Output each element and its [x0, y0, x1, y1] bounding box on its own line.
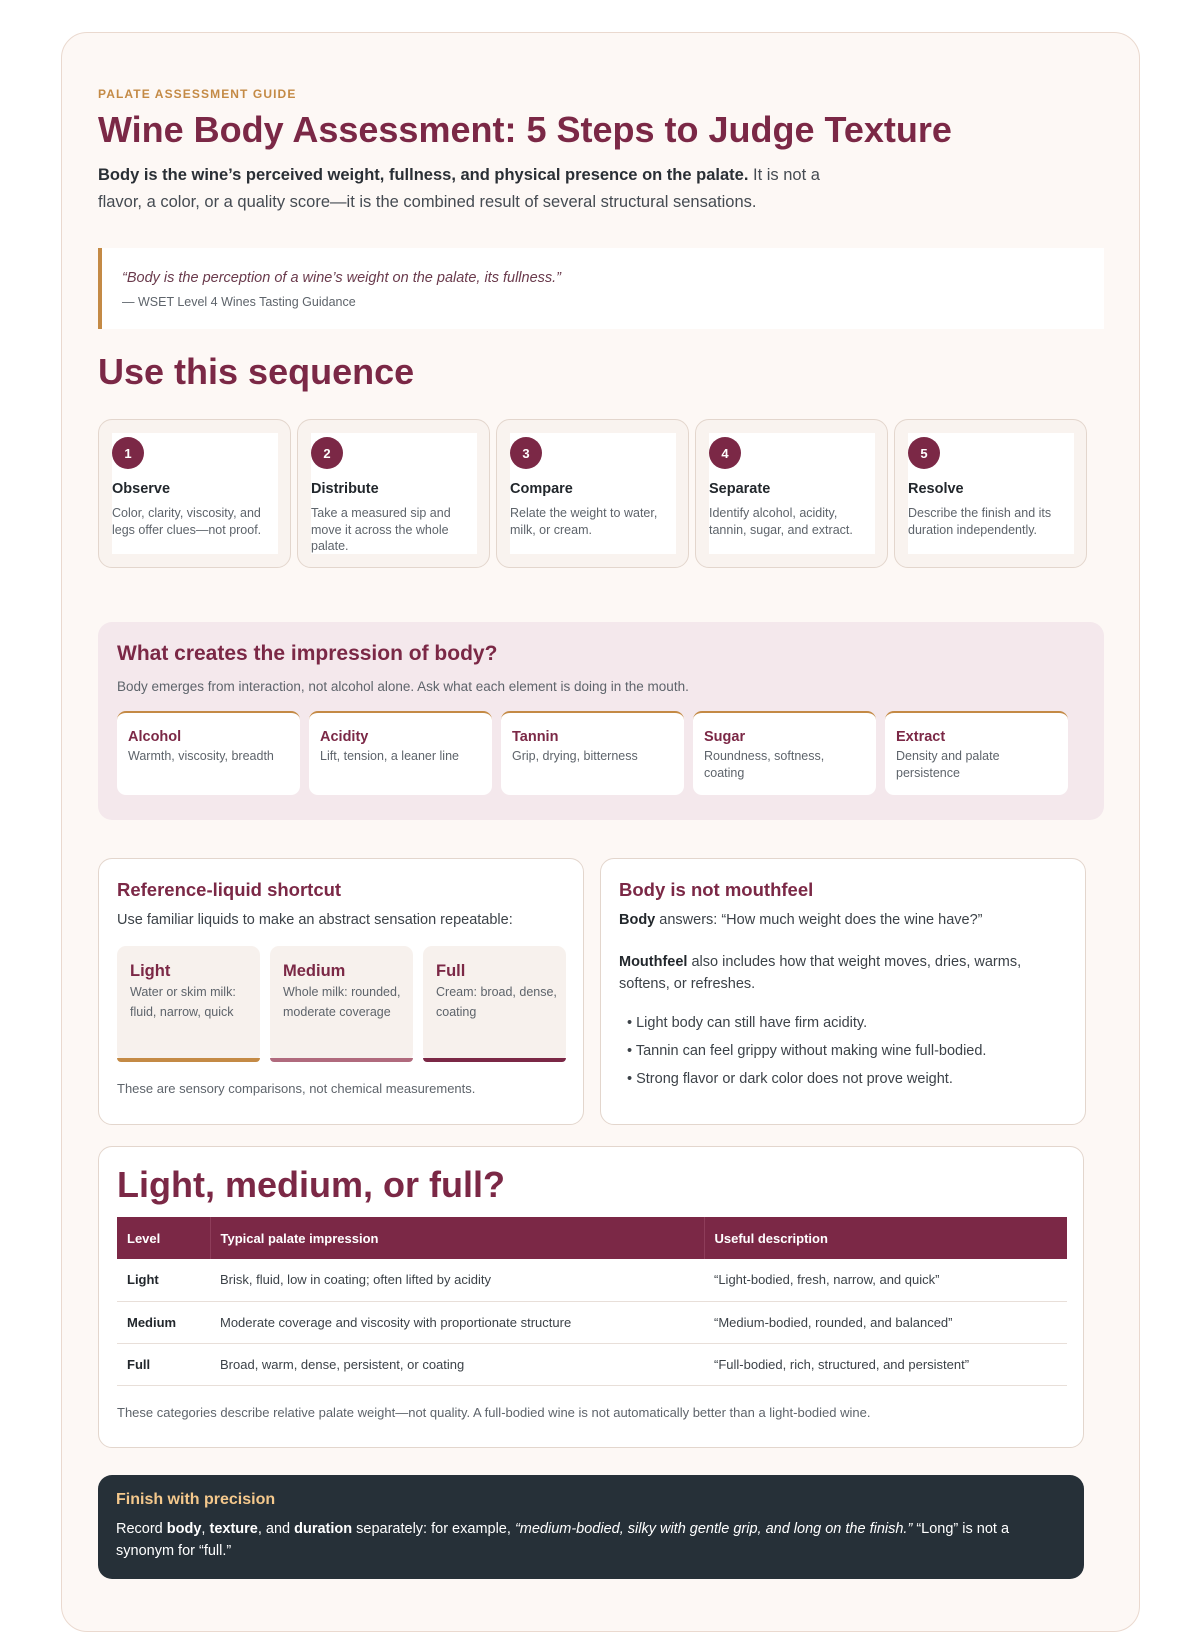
element-desc: Warmth, viscosity, breadth	[128, 749, 274, 763]
step-number: 2	[311, 437, 343, 469]
level-title: Full	[436, 962, 466, 980]
eyebrow: PALATE ASSESSMENT GUIDE	[98, 87, 297, 101]
element-title: Acidity	[320, 729, 369, 745]
element-title: Alcohol	[128, 729, 182, 745]
table-cell: Moderate coverage and viscosity with proportionate structure	[210, 1301, 704, 1343]
step-card-2	[297, 419, 490, 568]
body-question: answers: “How much weight does the wine have?”	[655, 912, 983, 928]
lead-rest: It is not a flavor, a color, or a quality score—it is the combined result of several structural sensations.	[98, 166, 820, 211]
step-title: Compare	[510, 481, 573, 497]
finish-text: , and	[257, 1521, 295, 1537]
step-card-1	[98, 419, 291, 568]
step-card-5	[894, 419, 1087, 568]
table-cell: Full	[117, 1343, 210, 1385]
body-term: Body	[619, 912, 656, 928]
list-item: • Strong flavor or dark color does not prove weight.	[627, 1071, 953, 1087]
elements-heading: What creates the impression of body?	[117, 642, 498, 665]
step-title: Distribute	[311, 481, 379, 497]
level-card-medium	[270, 946, 413, 1062]
quote-source: — WSET Level 4 Wines Tasting Guidance	[122, 295, 356, 309]
reference-subtitle: Use familiar liquids to make an abstract sensation repeatable:	[117, 912, 513, 928]
element-desc: Grip, drying, bitterness	[512, 749, 638, 763]
step-title: Resolve	[908, 481, 964, 497]
lead-bold: Body is the wine’s perceived weight, fullness, and physical presence on the palate.	[98, 166, 749, 184]
mouthfeel-body-line	[619, 912, 982, 928]
element-card-sugar	[693, 711, 876, 795]
wset-quote	[98, 248, 1104, 329]
level-card-light	[117, 946, 260, 1062]
element-card-acidity	[309, 711, 492, 795]
step-card-4	[695, 419, 888, 568]
finish-text: ,	[201, 1521, 210, 1537]
element-card-extract	[885, 711, 1068, 795]
table-heading: Light, medium, or full?	[117, 1164, 505, 1205]
quote-text: “Body is the perception of a wine’s weight on the palate, its fullness.”	[122, 270, 562, 286]
column-header: Level	[117, 1217, 210, 1259]
finish-example: “medium-bodied, silky with gentle grip, and long on the finish.”	[514, 1521, 913, 1537]
level-bar	[117, 1058, 260, 1062]
level-title: Medium	[283, 962, 346, 980]
level-title: Light	[130, 962, 171, 980]
finish-term-body: body	[166, 1521, 202, 1537]
mouthfeel-bullets	[627, 1009, 986, 1093]
element-desc: Roundness, softness, coating	[704, 749, 825, 780]
table-cell: Light	[117, 1259, 210, 1301]
step-desc: Color, clarity, viscosity, and legs offer clues—not proof.	[112, 506, 262, 537]
table-cell: Brisk, fluid, low in coating; often lifted by acidity	[210, 1259, 704, 1301]
finish-term-texture: texture	[209, 1521, 258, 1537]
element-title: Extract	[896, 729, 946, 745]
level-card-full	[423, 946, 566, 1062]
element-card-alcohol	[117, 711, 300, 795]
element-title: Tannin	[512, 729, 559, 745]
mouthfeel-rest: also includes how that weight moves, dries, warms, softens, or refreshes.	[619, 954, 1022, 992]
reference-heading: Reference-liquid shortcut	[117, 879, 342, 900]
column-header: Useful description	[714, 1230, 828, 1246]
step-number: 3	[510, 437, 542, 469]
table-header-row	[117, 1217, 1067, 1259]
reference-note: These are sensory comparisons, not chemical measurements.	[117, 1081, 476, 1096]
mouthfeel-term: Mouthfeel	[619, 954, 688, 970]
step-desc: Describe the finish and its duration independently.	[908, 506, 1052, 537]
table-cell: “Full-bodied, rich, structured, and persistent”	[704, 1343, 1067, 1385]
finish-paragraph	[116, 1518, 1066, 1562]
step-desc: Identify alcohol, acidity, tannin, sugar, and extract.	[709, 506, 853, 537]
step-number: 1	[112, 437, 144, 469]
finish-text: Record	[116, 1521, 167, 1537]
body-elements-panel	[98, 622, 1104, 820]
page-title: Wine Body Assessment: 5 Steps to Judge Texture	[98, 109, 952, 150]
step-desc: Take a measured sip and move it across the whole palate.	[311, 506, 451, 553]
step-title: Observe	[112, 481, 171, 497]
table-cell: Medium	[117, 1301, 210, 1343]
level-desc: Cream: broad, dense, coating	[436, 985, 557, 1019]
finish-callout	[98, 1475, 1084, 1579]
mouthfeel-card	[600, 858, 1086, 1125]
element-card-tannin	[501, 711, 684, 795]
table-cell: “Medium-bodied, rounded, and balanced”	[704, 1301, 1067, 1343]
step-card-3	[496, 419, 689, 568]
table-row	[117, 1343, 1067, 1385]
finish-text: separately: for example,	[352, 1521, 515, 1537]
levels-table	[117, 1217, 1067, 1386]
finish-term-duration: duration	[294, 1521, 353, 1537]
levels-table-card	[98, 1146, 1084, 1448]
step-title: Separate	[709, 481, 771, 497]
mouthfeel-definition	[619, 951, 1059, 995]
table-cell: Broad, warm, dense, persistent, or coating	[210, 1343, 704, 1385]
finish-heading: Finish with precision	[116, 1491, 276, 1508]
sequence-heading: Use this sequence	[98, 351, 415, 392]
step-number: 5	[908, 437, 940, 469]
level-desc: Whole milk: rounded, moderate coverage	[283, 985, 401, 1019]
reference-liquid-card	[98, 858, 584, 1125]
step-number: 4	[709, 437, 741, 469]
list-item: • Tannin can feel grippy without making wine full-bodied.	[627, 1043, 987, 1059]
table-row	[117, 1259, 1067, 1301]
column-header: Typical palate impression	[210, 1217, 704, 1259]
finish-text: “Long” is not a synonym for “full.”	[116, 1521, 1010, 1559]
list-item: • Light body can still have firm acidity.	[627, 1015, 868, 1031]
table-cell: “Light-bodied, fresh, narrow, and quick”	[704, 1259, 1067, 1301]
mouthfeel-heading: Body is not mouthfeel	[619, 879, 814, 900]
guide-card	[61, 32, 1140, 1632]
element-desc: Density and palate persistence	[896, 749, 1000, 780]
level-bar	[423, 1058, 566, 1062]
lead-paragraph	[98, 162, 858, 216]
elements-subtitle: Body emerges from interaction, not alcohol alone. Ask what each element is doing in the mouth.	[117, 679, 689, 694]
table-row	[117, 1301, 1067, 1343]
table-note: These categories describe relative palate weight—not quality. A full-bodied wine is not automatically better than a light-bodied wine.	[117, 1405, 871, 1420]
level-bar	[270, 1058, 413, 1062]
element-desc: Lift, tension, a leaner line	[320, 749, 459, 763]
element-title: Sugar	[704, 729, 746, 745]
step-desc: Relate the weight to water, milk, or cream.	[510, 506, 658, 537]
level-desc: Water or skim milk: fluid, narrow, quick	[130, 985, 236, 1019]
